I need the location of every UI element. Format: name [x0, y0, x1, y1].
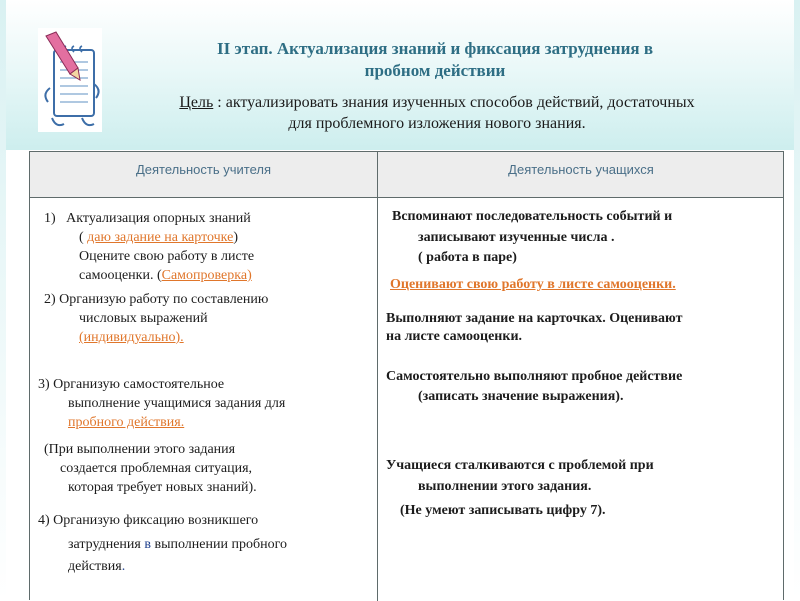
goal-line-2: для проблемного изложения нового знания.: [288, 115, 586, 132]
teacher-item-1: [44, 210, 251, 228]
teacher-item-3-note-2: создается проблемная ситуация,: [60, 461, 253, 476]
goal-text: [112, 92, 762, 134]
teacher-item-1-title: Актуализация опорных знаний: [66, 211, 251, 226]
activity-table: [29, 151, 784, 600]
header-students: Деятельность учащихся: [508, 162, 654, 177]
self-assessment-text: самооценки. (: [79, 268, 162, 283]
action-word: действия: [68, 559, 122, 574]
title-line-2: пробном действии: [364, 61, 506, 80]
trial-text: выполнении пробного: [150, 537, 287, 552]
right-decor-stripe: [794, 0, 800, 600]
student-item-1-line2: записывают изученные числа .: [418, 230, 615, 245]
student-item-5: Учащиеся сталкиваются с проблемой при: [386, 458, 654, 473]
student-item-6: (Не умеют записывать цифру 7).: [400, 503, 606, 518]
teacher-item-4: 4) Организую фиксацию возникшего: [38, 513, 259, 528]
goal-separator: :: [213, 94, 226, 111]
card-task-link[interactable]: даю задание на карточке: [87, 230, 234, 245]
teacher-item-1-task: [79, 229, 238, 247]
student-item-3-line2: на листе самооценки.: [386, 329, 523, 344]
trial-action-link[interactable]: пробного действия.: [68, 415, 185, 430]
final-period: .: [121, 559, 126, 574]
student-item-3: Выполняют задание на карточках. Оценивают: [386, 311, 683, 326]
title-line-1: II этап. Актуализация знаний и фиксация затруднения в: [216, 39, 654, 58]
paren-open: (: [79, 230, 88, 245]
teacher-item-3-line3: [68, 414, 184, 432]
teacher-item-2-line3: [79, 329, 184, 347]
teacher-item-3: 3) Организую самостоятельное: [38, 377, 225, 392]
teacher-item-3-line2: выполнение учащимися задания для: [68, 396, 286, 411]
column-divider: [377, 152, 378, 601]
teacher-item-2-line2: числовых выражений: [79, 311, 208, 326]
goal-line-1: [112, 92, 762, 113]
teacher-item-4-line2: [68, 536, 287, 554]
teacher-item-3-note-3: которая требует новых знаний).: [68, 480, 257, 495]
teacher-item-3-note-1: (При выполнении этого задания: [44, 442, 236, 457]
teacher-item-1-line3: Оцените свою работу в листе: [79, 249, 255, 264]
left-decor-stripe: [0, 0, 6, 600]
student-item-4: Самостоятельно выполняют пробное действие: [386, 369, 683, 384]
difficulty-text: затруднения: [68, 537, 145, 552]
student-item-2: [390, 276, 676, 294]
page-title: [130, 38, 740, 82]
teacher-item-1-line4: [79, 267, 252, 285]
self-assessment-link[interactable]: Оценивают свою работу в листе самооценки.: [390, 277, 676, 292]
goal-line-1-text: актуализировать знания изученных способов действий, достаточных: [225, 94, 695, 111]
preposition-v: в: [144, 537, 151, 552]
goal-label: Цель: [179, 94, 214, 111]
table-header-row: [30, 152, 783, 198]
individual-link[interactable]: (индивидуально).: [79, 330, 184, 345]
self-check-link[interactable]: Самопроверка): [161, 268, 252, 283]
student-item-1: Вспоминают последовательность событий и: [392, 209, 673, 224]
pair-work-note: ( работа в паре): [418, 250, 517, 265]
paren-close: ): [233, 230, 239, 245]
header-teacher: Деятельность учителя: [135, 162, 272, 177]
teacher-item-1-number: 1): [44, 211, 56, 226]
teacher-item-4-line3: [68, 558, 125, 576]
student-item-5-line2: выполнении этого задания.: [418, 479, 592, 494]
notebook-pencil-icon: [38, 28, 102, 132]
student-item-4-line2: (записать значение выражения).: [418, 389, 624, 404]
teacher-item-2: 2) Организую работу по составлению: [44, 292, 269, 307]
